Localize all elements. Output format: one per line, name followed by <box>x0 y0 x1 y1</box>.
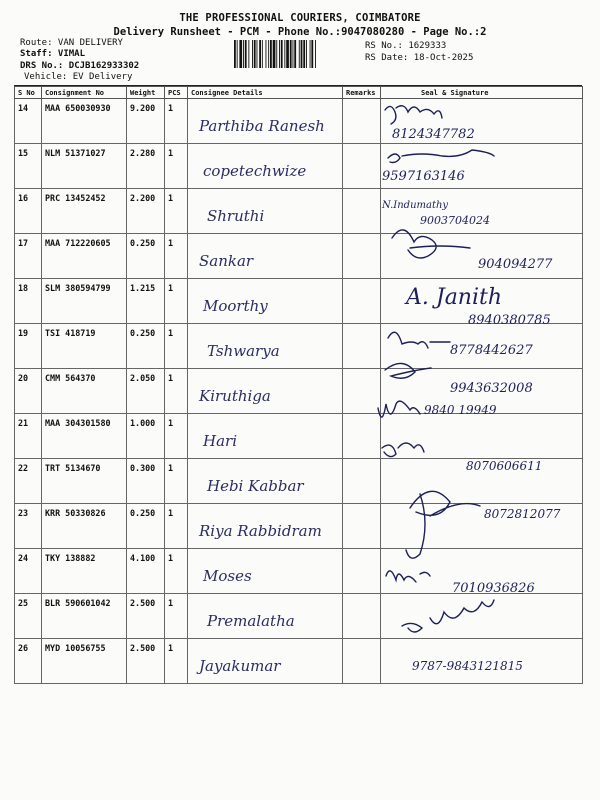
consignee-handwriting: Parthiba Ranesh <box>199 117 325 135</box>
barcode-bar <box>243 40 244 68</box>
rs-number: RS No.: 1629333 <box>365 41 447 51</box>
sno-cell: 20 <box>15 369 42 414</box>
rs-date: RS Date: 18-Oct-2025 <box>365 53 474 63</box>
sno-cell: 21 <box>15 414 42 459</box>
barcode-bar <box>248 40 249 68</box>
pcs-cell: 1 <box>165 144 188 189</box>
consignee-handwriting: Jayakumar <box>199 657 281 675</box>
signature-row-15 <box>388 150 494 163</box>
consignee-handwriting: Shruthi <box>207 207 265 225</box>
company-title: THE PROFESSIONAL COURIERS, COIMBATORE <box>179 12 421 24</box>
signature-row-20 <box>385 363 431 378</box>
col-pcs: PCS <box>165 87 188 99</box>
consignee-handwriting: Kiruthiga <box>199 387 271 405</box>
barcode-bar <box>306 40 307 68</box>
barcode-bar <box>262 40 263 68</box>
barcode-bar <box>299 40 300 68</box>
consignment-cell: PRC 13452452 <box>42 189 127 234</box>
barcode-bar <box>284 40 285 68</box>
col-remarks: Remarks <box>343 87 381 99</box>
signature-row-26 <box>402 600 494 632</box>
consignment-cell: MYD 10056755 <box>42 639 127 684</box>
signature-row-25 <box>386 571 430 582</box>
col-weight: Weight <box>127 87 165 99</box>
consignee-handwriting: Hari <box>203 432 237 450</box>
weight-cell: 0.250 <box>127 234 165 279</box>
barcode-bar <box>270 40 272 68</box>
barcode-bar <box>273 40 276 68</box>
weight-cell: 0.250 <box>127 504 165 549</box>
signature-row-19 <box>388 332 450 348</box>
consignment-cell: BLR 590601042 <box>42 594 127 639</box>
sno-cell: 25 <box>15 594 42 639</box>
drs-number <box>20 61 139 71</box>
barcode-bar <box>279 40 280 68</box>
barcode-bar <box>311 40 313 68</box>
phone-row-17: 904094277 <box>478 257 553 272</box>
phone-row-24: 8072812077 <box>484 507 561 521</box>
staff-label: Staff: VIMAL <box>20 49 86 59</box>
consignee-cell <box>188 369 343 414</box>
consignee-cell <box>188 189 343 234</box>
pcs-cell: 1 <box>165 459 188 504</box>
pcs-cell: 1 <box>165 324 188 369</box>
consignment-cell: TKY 138882 <box>42 549 127 594</box>
signature-row-23 <box>406 491 480 558</box>
sno-cell: 15 <box>15 144 42 189</box>
signature-row-21 <box>378 401 420 417</box>
sno-cell: 17 <box>15 234 42 279</box>
sno-cell: 14 <box>15 99 42 144</box>
consignee-cell <box>188 639 343 684</box>
consignment-cell: TSI 418719 <box>42 324 127 369</box>
phone-row-23: 8070606611 <box>466 459 543 473</box>
consignment-cell: TRT 5134670 <box>42 459 127 504</box>
consignee-cell <box>188 234 343 279</box>
barcode-bar <box>315 40 316 68</box>
barcode-bar <box>254 40 256 68</box>
pcs-cell: 1 <box>165 189 188 234</box>
weight-cell: 2.050 <box>127 369 165 414</box>
sno-cell: 18 <box>15 279 42 324</box>
signature-row-17 <box>392 230 470 258</box>
barcode-bar <box>276 40 277 68</box>
phone-row-15: 9597163146 <box>382 169 465 184</box>
weight-cell: 2.200 <box>127 189 165 234</box>
barcode-bar <box>239 40 242 68</box>
weight-cell: 1.000 <box>127 414 165 459</box>
consignee-cell <box>188 414 343 459</box>
pcs-cell: 1 <box>165 639 188 684</box>
consignee-cell <box>188 279 343 324</box>
pcs-cell: 1 <box>165 414 188 459</box>
phone-row-26: 9787-9843121815 <box>412 659 523 673</box>
consignee-handwriting: copetechwize <box>203 162 307 180</box>
route-label: Route: VAN DELIVERY <box>20 38 123 48</box>
barcode-bar <box>293 40 294 68</box>
signature-name-row-18: A. Janith <box>406 285 503 310</box>
sno-cell: 16 <box>15 189 42 234</box>
sno-cell: 23 <box>15 504 42 549</box>
consignee-cell <box>188 459 343 504</box>
signature-scribbles <box>370 98 575 688</box>
consignment-cell: MAA 712220605 <box>42 234 127 279</box>
weight-cell: 2.280 <box>127 144 165 189</box>
weight-cell: 0.250 <box>127 324 165 369</box>
runsheet-subtitle: Delivery Runsheet - PCM - Phone No.:9047080280 - Page No.:2 <box>113 26 487 38</box>
signature-row-14 <box>385 106 442 124</box>
barcode-bar <box>294 40 296 68</box>
phone-row-18: 8940380785 <box>468 313 551 328</box>
col-sno: S No <box>15 87 42 99</box>
barcode-bar <box>252 40 253 68</box>
weight-cell: 2.500 <box>127 594 165 639</box>
phone-row-14: 8124347782 <box>392 127 475 142</box>
pcs-cell: 1 <box>165 594 188 639</box>
consignee-handwriting: Premalatha <box>207 612 295 630</box>
consignee-cell <box>188 549 343 594</box>
consignee-cell <box>188 99 343 144</box>
consignment-cell: MAA 304301580 <box>42 414 127 459</box>
phone-row-25: 7010936826 <box>452 581 535 596</box>
col-signature: Seal & Signature <box>381 87 583 99</box>
consignee-handwriting: Sankar <box>199 252 254 270</box>
col-consignment: Consignment No <box>42 87 127 99</box>
pcs-cell: 1 <box>165 99 188 144</box>
barcode-bar <box>281 40 283 68</box>
signature-row-22 <box>382 443 424 457</box>
sno-cell: 24 <box>15 549 42 594</box>
pcs-cell: 1 <box>165 234 188 279</box>
sno-cell: 22 <box>15 459 42 504</box>
consignee-handwriting: Tshwarya <box>207 342 280 360</box>
consignee-handwriting: Moorthy <box>203 297 268 315</box>
weight-cell: 0.300 <box>127 459 165 504</box>
consignee-handwriting: Riya Rabbidram <box>199 522 322 540</box>
drs-label: DRS No.: <box>20 61 64 71</box>
consignee-cell <box>188 144 343 189</box>
barcode-bar <box>286 40 289 68</box>
barcode-bar <box>301 40 303 68</box>
weight-cell: 9.200 <box>127 99 165 144</box>
col-consignee: Consignee Details <box>188 87 343 99</box>
barcode-bar <box>290 40 292 68</box>
phone-row-20: 8778442627 <box>450 343 533 358</box>
drs-value: DCJB162933302 <box>68 61 140 71</box>
phone-row-21: 9943632008 <box>450 381 533 396</box>
barcode-bar <box>259 40 261 68</box>
barcode-image <box>233 40 360 68</box>
phone-row-22: 9840 19949 <box>424 403 497 417</box>
barcode-bar <box>237 40 238 68</box>
consignment-cell: NLM 51371027 <box>42 144 127 189</box>
barcode-bars <box>233 40 360 68</box>
barcode-bar <box>303 40 305 68</box>
consignment-cell: CMM 564370 <box>42 369 127 414</box>
barcode-bar <box>245 40 247 68</box>
barcode-bar <box>310 40 311 68</box>
consignee-handwriting: Moses <box>203 567 252 585</box>
barcode-bar <box>266 40 267 68</box>
consignment-cell: SLM 380594799 <box>42 279 127 324</box>
weight-cell: 1.215 <box>127 279 165 324</box>
pcs-cell: 1 <box>165 549 188 594</box>
consignee-cell <box>188 594 343 639</box>
consignee-handwriting: Hebi Kabbar <box>207 477 304 495</box>
weight-cell: 4.100 <box>127 549 165 594</box>
consignment-cell: MAA 650030930 <box>42 99 127 144</box>
signature-name-row-16: N.Indumathy <box>382 200 449 211</box>
pcs-cell: 1 <box>165 369 188 414</box>
weight-cell: 2.500 <box>127 639 165 684</box>
consignee-cell <box>188 504 343 549</box>
pcs-cell: 1 <box>165 279 188 324</box>
table-header-row <box>15 87 583 99</box>
barcode-bar <box>234 40 236 68</box>
vehicle-label: Vehicle: EV Delivery <box>24 72 133 82</box>
consignment-cell: KRR 50330826 <box>42 504 127 549</box>
barcode-bar <box>257 40 258 68</box>
barcode-bar <box>268 40 269 68</box>
pcs-cell: 1 <box>165 504 188 549</box>
sno-cell: 19 <box>15 324 42 369</box>
sno-cell: 26 <box>15 639 42 684</box>
consignee-cell <box>188 324 343 369</box>
phone-row-16: 9003704024 <box>420 214 490 227</box>
